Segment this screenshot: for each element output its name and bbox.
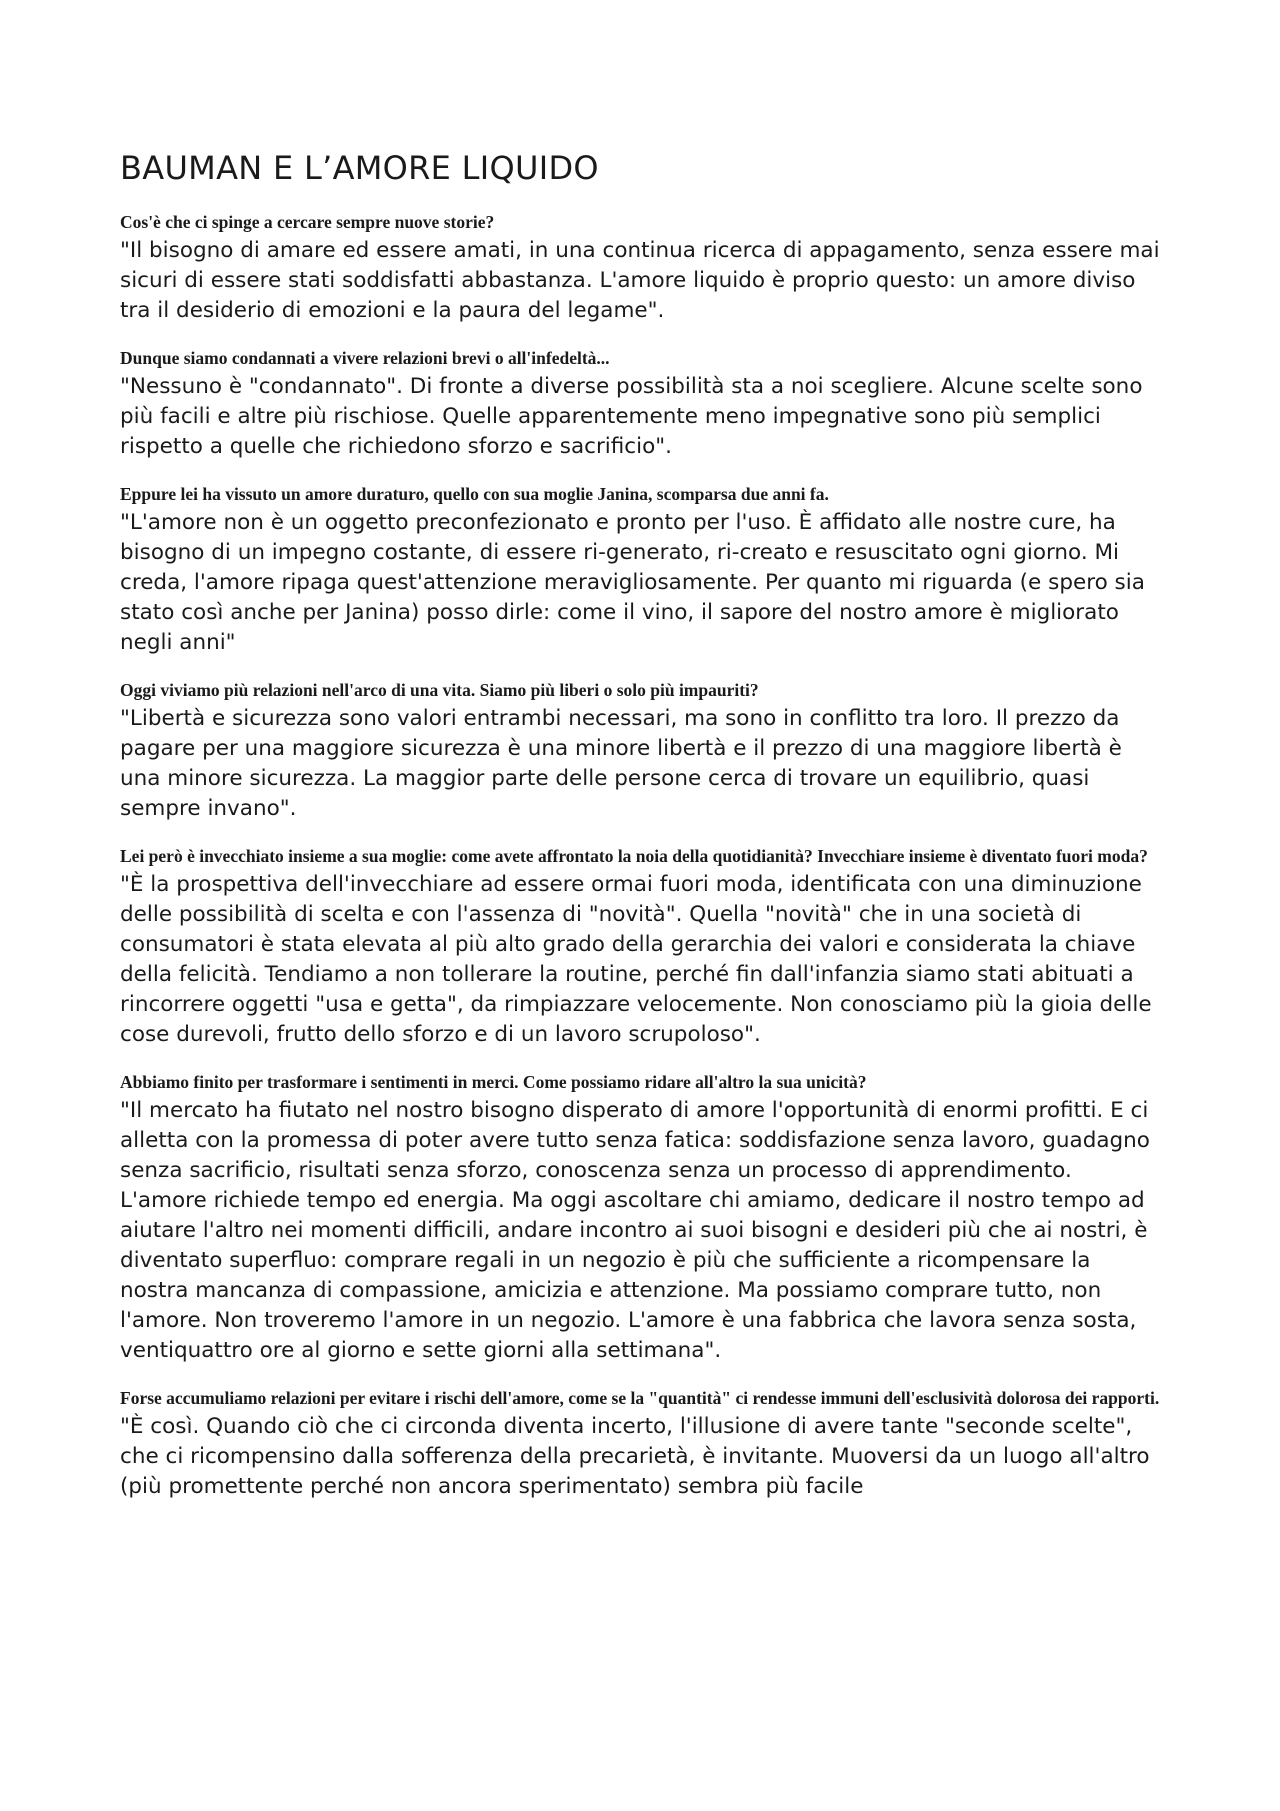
question-7: Forse accumuliamo relazioni per evitare i rischi dell'amore, come se la "quantità" ci rendesse immuni dell'esclusività dolorosa dei rapporti. xyxy=(120,1388,1160,1408)
qa-section-4 xyxy=(120,678,1165,824)
document-page xyxy=(120,148,1165,1522)
question-5: Lei però è invecchiato insieme a sua moglie: come avete affrontato la noia della quotidianità? Invecchiare insieme è diventato fuori moda? xyxy=(120,846,1148,866)
answer-3: "L'amore non è un oggetto preconfezionato e pronto per l'uso. È affidato alle nostre cure, ha bisogno di un impegno costante, di essere ri-generato, ri-creato e resuscitato ogni giorno. Mi creda, l'amore ripaga quest'attenzione meravigliosamente. Per quanto mi riguarda (e spero sia stato così anche per Janina) posso dirle: come il vino, il sapore del nostro amore è migliorato negli anni" xyxy=(120,510,1145,655)
qa-section-1 xyxy=(120,210,1165,326)
question-3: Eppure lei ha vissuto un amore duraturo, quello con sua moglie Janina, scomparsa due anni fa. xyxy=(120,484,829,504)
question-1: Cos'è che ci spinge a cercare sempre nuove storie? xyxy=(120,212,495,232)
question-4: Oggi viviamo più relazioni nell'arco di una vita. Siamo più liberi o solo più impauriti? xyxy=(120,680,759,700)
qa-section-3 xyxy=(120,482,1165,658)
answer-7: "È così. Quando ciò che ci circonda diventa incerto, l'illusione di avere tante "seconde scelte", che ci ricompensino dalla sofferenza della precarietà, è invitante. Muoversi da un luogo all'altro (più promettente perché non ancora sperimentato) sembra più facile xyxy=(120,1414,1150,1499)
answer-5: "È la prospettiva dell'invecchiare ad essere ormai fuori moda, identificata con una diminuzione delle possibilità di scelta e con l'assenza di "novità". Quella "novità" che in una società di consumatori è stata elevata al più alto grado della gerarchia dei valori e considerata la chiave della felicità. Tendiamo a non tollerare la routine, perché fin dall'infanzia siamo stati abituati a rincorrere oggetti "usa e getta", da rimpiazzare velocemente. Non conosciamo più la gioia delle cose durevoli, frutto dello sforzo e di un lavoro scrupoloso". xyxy=(120,872,1152,1047)
qa-section-7 xyxy=(120,1386,1165,1502)
answer-6: "Il mercato ha fiutato nel nostro bisogno disperato di amore l'opportunità di enormi profitti. E ci alletta con la promessa di poter avere tutto senza fatica: soddisfazione senza lavoro, guadagno senza sacrificio, risultati senza sforzo, conoscenza senza un processo di apprendimento. L'amore richiede tempo ed energia. Ma oggi ascoltare chi amiamo, dedicare il nostro tempo ad aiutare l'altro nei momenti difficili, andare incontro ai suoi bisogni e desideri più che ai nostri, è diventato superfluo: comprare regali in un negozio è più che sufficiente a ricompensare la nostra mancanza di compassione, amicizia e attenzione. Ma possiamo comprare tutto, non l'amore. Non troveremo l'amore in un negozio. L'amore è una fabbrica che lavora senza sosta, ventiquattro ore al giorno e sette giorni alla settimana". xyxy=(120,1098,1150,1363)
page-title: BAUMAN E L’AMORE LIQUIDO xyxy=(120,149,599,187)
question-2: Dunque siamo condannati a vivere relazioni brevi o all'infedeltà... xyxy=(120,348,610,368)
question-6: Abbiamo finito per trasformare i sentimenti in merci. Come possiamo ridare all'altro la sua unicità? xyxy=(120,1072,867,1092)
qa-section-2 xyxy=(120,346,1165,462)
answer-4: "Libertà e sicurezza sono valori entrambi necessari, ma sono in conflitto tra loro. Il prezzo da pagare per una maggiore sicurezza è una minore libertà e il prezzo di una maggiore libertà è una minore sicurezza. La maggior parte delle persone cerca di trovare un equilibrio, quasi sempre invano". xyxy=(120,706,1122,821)
answer-1: "Il bisogno di amare ed essere amati, in una continua ricerca di appagamento, senza essere mai sicuri di essere stati soddisfatti abbastanza. L'amore liquido è proprio questo: un amore diviso tra il desiderio di emozioni e la paura del legame". xyxy=(120,238,1160,323)
answer-2: "Nessuno è "condannato". Di fronte a diverse possibilità sta a noi scegliere. Alcune scelte sono più facili e altre più rischiose. Quelle apparentemente meno impegnative sono più semplici rispetto a quelle che richiedono sforzo e sacrificio". xyxy=(120,374,1143,459)
qa-section-6 xyxy=(120,1070,1165,1366)
qa-section-5 xyxy=(120,844,1165,1050)
